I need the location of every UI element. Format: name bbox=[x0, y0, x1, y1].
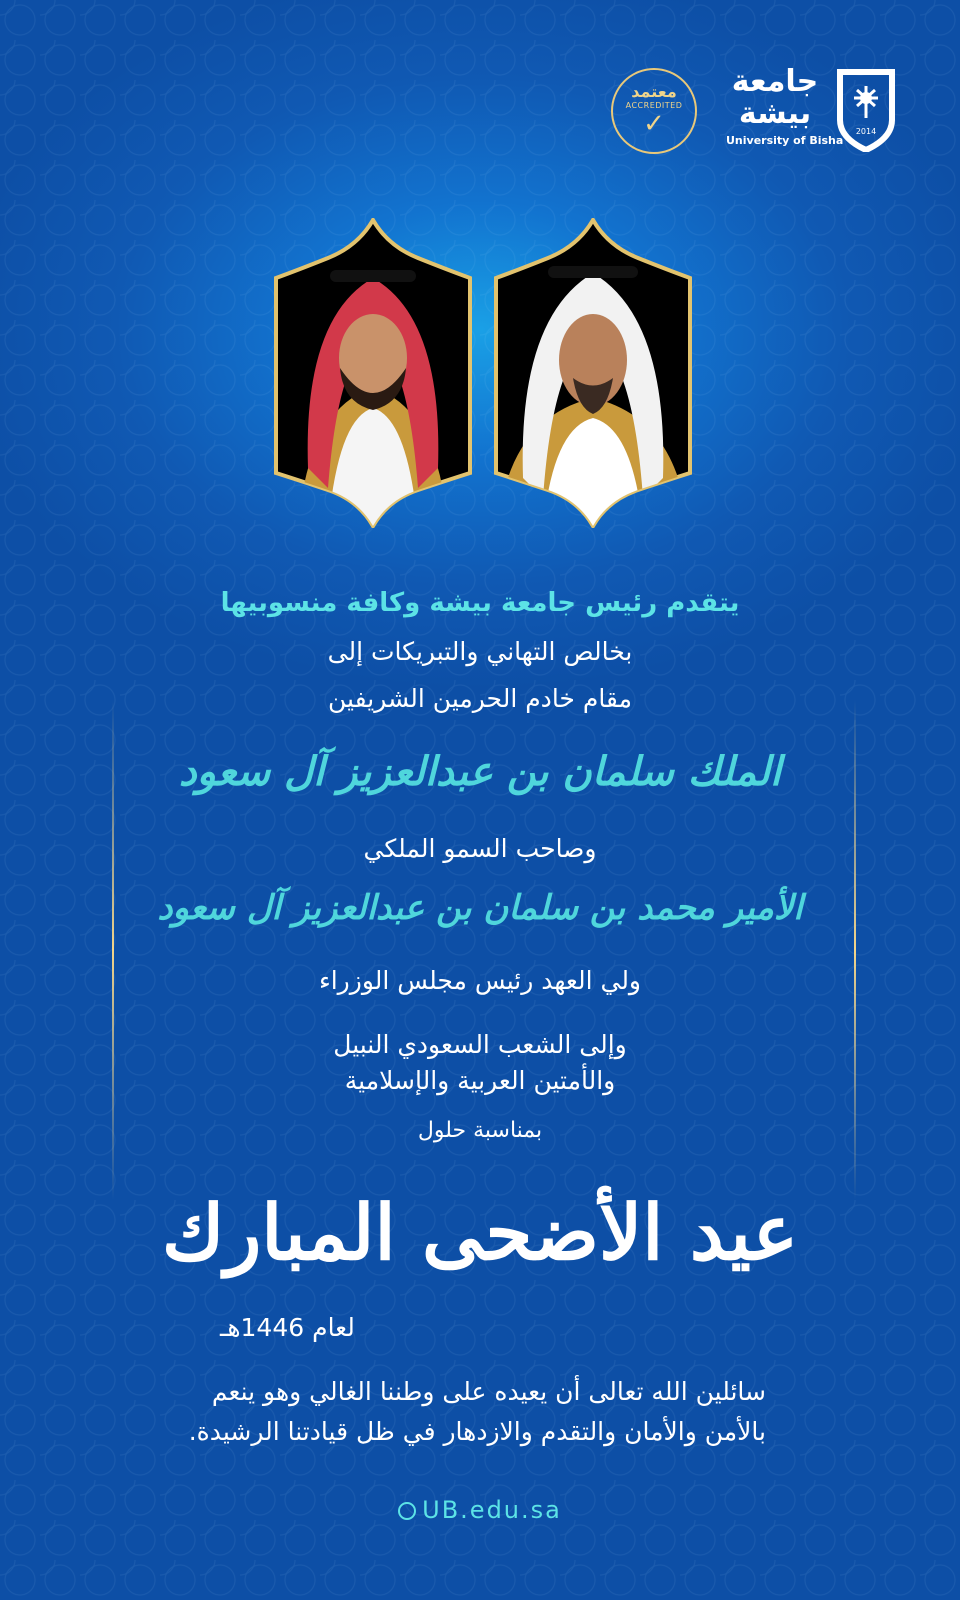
seal-label-en: ACCREDITED bbox=[625, 101, 683, 110]
seal-label-ar: معتمد bbox=[631, 82, 677, 101]
people-line-1: وإلى الشعب السعودي النبيل bbox=[333, 1030, 627, 1059]
year-text: لعام 1446هـ bbox=[220, 1313, 355, 1342]
king-name-calligraphy: الملك سلمان بن عبدالعزيز آل سعود bbox=[178, 748, 782, 795]
intro-line-3: مقام خادم الحرمين الشريفين bbox=[328, 684, 632, 713]
founded-year: 2014 bbox=[855, 127, 877, 136]
website-link[interactable] bbox=[0, 1496, 960, 1524]
university-logo bbox=[726, 66, 906, 158]
eid-title-calligraphy: عيد الأضحى المبارك bbox=[161, 1188, 799, 1277]
intro-line-1: يتقدم رئيس جامعة بيشة وكافة منسوبيها bbox=[220, 588, 740, 618]
closing-line-2: بالأمن والأمان والتقدم والازدهار في ظل قيادتنا الرشيدة. bbox=[188, 1417, 766, 1446]
globe-icon bbox=[398, 1502, 416, 1520]
accreditation-seal bbox=[611, 68, 697, 154]
logo-name-ar-line2: بيشة bbox=[738, 96, 812, 131]
portrait-crown-prince bbox=[268, 218, 478, 528]
logo-name-ar-line1: جامعة bbox=[731, 64, 819, 99]
university-logo-text bbox=[726, 64, 844, 147]
portrait-king bbox=[488, 218, 698, 528]
closing-text bbox=[186, 1372, 766, 1452]
check-icon: ✓ bbox=[643, 109, 665, 139]
occasion-lead: بمناسبة حلول bbox=[417, 1118, 543, 1143]
crown-prince-name-calligraphy: الأمير محمد بن سلمان بن عبدالعزيز آل سعود bbox=[157, 888, 803, 928]
shield-icon bbox=[834, 68, 898, 152]
people-line-2: والأمتين العربية والإسلامية bbox=[344, 1066, 616, 1095]
closing-line-1: سائلين الله تعالى أن يعيده على وطننا الغالي وهو ينعم bbox=[211, 1377, 766, 1406]
logo-name-en: University of Bisha bbox=[726, 134, 844, 147]
website-text[interactable]: UB.edu.sa bbox=[422, 1496, 562, 1524]
intro-line-2: بخالص التهاني والتبريكات إلى bbox=[327, 637, 633, 666]
crown-prince-title: وصاحب السمو الملكي bbox=[363, 834, 597, 863]
crown-prince-role: ولي العهد رئيس مجلس الوزراء bbox=[318, 966, 642, 995]
